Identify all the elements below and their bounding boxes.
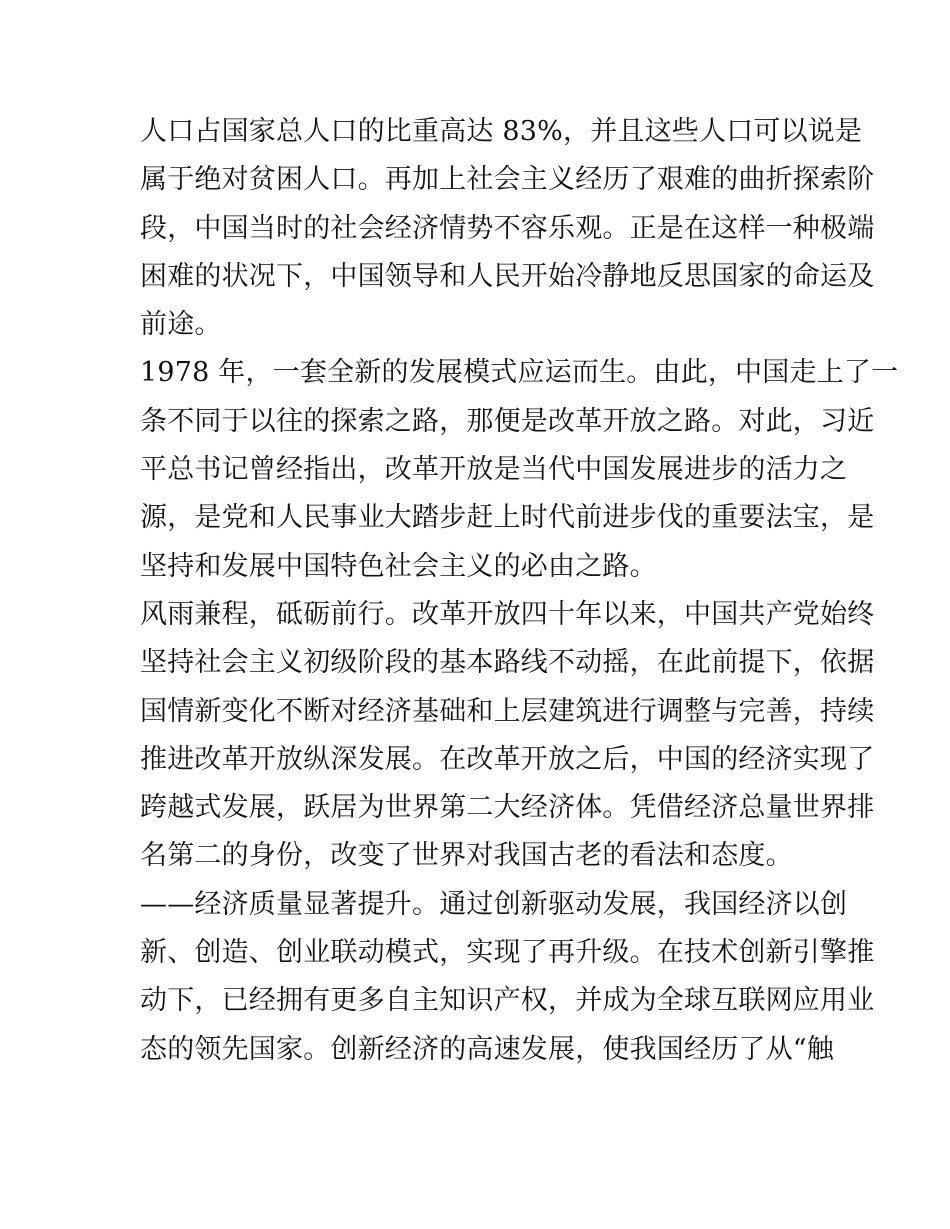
- text-line: 新、创造、创业联动模式，实现了再升级。在技术创新引擎推: [140, 937, 875, 969]
- text-line: 条不同于以往的探索之路，那便是改革开放之路。对此，习近: [140, 405, 875, 437]
- text-line: 动下，已经拥有更多自主知识产权，并成为全球互联网应用业: [140, 985, 875, 1017]
- text-line: 坚持社会主义初级阶段的基本路线不动摇，在此前提下，依据: [140, 647, 875, 679]
- text-line: 名第二的身份，改变了世界对我国古老的看法和态度。: [140, 840, 793, 872]
- text-line: 困难的状况下，中国领导和人民开始冷静地反思国家的命运及: [140, 260, 875, 292]
- text-line: 态的领先国家。创新经济的高速发展，使我国经历了从“触: [140, 1033, 835, 1065]
- text-line: 推进改革开放纵深发展。在改革开放之后，中国的经济实现了: [140, 743, 875, 775]
- document-body: [140, 108, 899, 1074]
- text-line: 平总书记曾经指出，改革开放是当代中国发展进步的活力之: [140, 454, 848, 486]
- text-line: 坚持和发展中国特色社会主义的必由之路。: [140, 550, 657, 582]
- text-line: 跨越式发展，跃居为世界第二大经济体。凭借经济总量世界排: [140, 792, 875, 824]
- text-line: 1978 年，一套全新的发展模式应运而生。由此，中国走上了一: [140, 357, 899, 389]
- text-line: 段，中国当时的社会经济情势不容乐观。正是在这样一种极端: [140, 212, 875, 244]
- text-line: 风雨兼程，砥砺前行。改革开放四十年以来，中国共产党始终: [140, 598, 875, 630]
- text-line: 国情新变化不断对经济基础和上层建筑进行调整与完善，持续: [140, 695, 875, 727]
- text-line: 属于绝对贫困人口。再加上社会主义经历了艰难的曲折探索阶: [140, 164, 875, 196]
- text-line: 源，是党和人民事业大踏步赶上时代前进步伐的重要法宝，是: [140, 502, 875, 534]
- text-line: 人口占国家总人口的比重高达 83%，并且这些人口可以说是: [140, 116, 863, 147]
- text-line: ——经济质量显著提升。通过创新驱动发展，我国经济以创: [140, 888, 848, 920]
- text-line: 前途。: [140, 309, 222, 341]
